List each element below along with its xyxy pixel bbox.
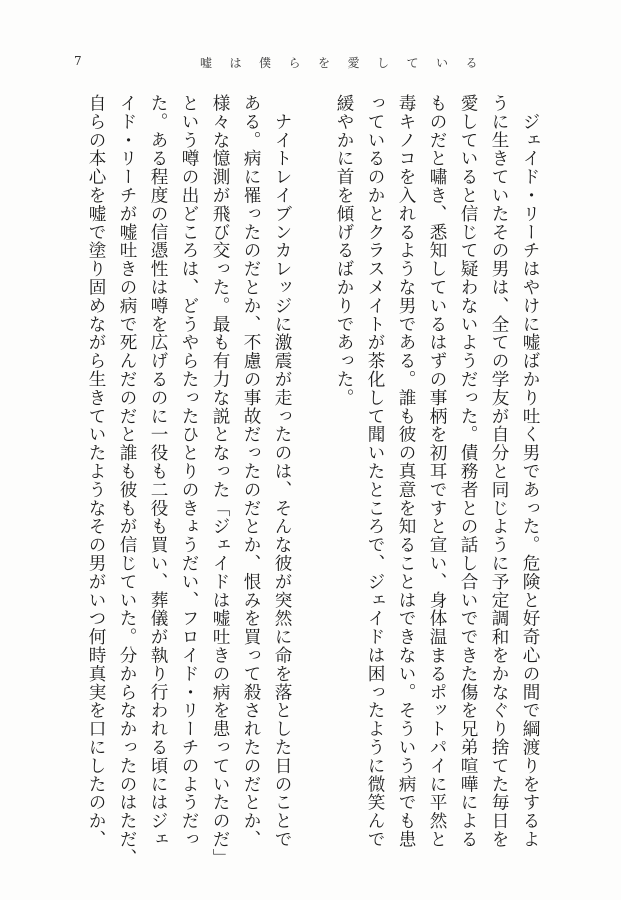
- text-line: 自らの本心を嘘で塗り固めながら生きていたようなその男がいつ何時真実を口にしたのか、: [86, 94, 106, 849]
- paragraph-break: [297, 94, 328, 814]
- text-line: 緩やかに首を傾げるばかりであった。: [334, 94, 354, 407]
- text-line: ナイトレイブンカレッジに激震が走ったのは、そんな彼が突然に命を落とした日のことで: [272, 94, 292, 849]
- text-line: イド・リーチが嘘吐きの病で死んだのだと誰も彼もが信じていた。分からなかったのはただ、: [117, 94, 137, 867]
- text-line: 愛していると信じて疑わないようだった。債務者との話し合いでできた傷を兄弟喧嘩による: [458, 94, 478, 849]
- text-line: うに生きていたその男は、全ての学友が自分と同じように予定調和をかなぐり捨てた毎日を: [489, 94, 509, 849]
- running-title: 嘘は僕らを愛している: [200, 56, 496, 70]
- body-text: [80, 94, 545, 867]
- text-line: 様々な憶測が飛び交った。最も有力な説となった「ジェイドは嘘吐きの病を患っていたのだ」: [210, 94, 230, 867]
- text-line: ものだと嘯き、悉知しているはずの事柄を初耳ですと宣い、身体温まるポットパイに平然と: [427, 94, 447, 849]
- text-line: という噂の出どころは、どうやらたったひとりのきょうだい、フロイド・リーチのようだっ: [179, 94, 199, 849]
- text-line: ある。病に罹ったのだとか、不慮の事故だったのだとか、恨みを買って殺されたのだとか、: [241, 94, 261, 849]
- page-number: 7: [74, 54, 82, 68]
- text-line: っているのかとクラスメイトが茶化して聞いたところで、ジェイドは困ったように微笑んで: [365, 94, 385, 849]
- text-line: ジェイド・リーチはやけに嘘ばかり吐く男であった。危険と好奇心の間で綱渡りをするよ: [520, 94, 540, 849]
- text-line: 毒キノコを入れるような男である。誰も彼の真意を知ることはできない。そういう病でも患: [396, 94, 416, 849]
- text-line: た。ある程度の信憑性は噂を広げるのに一役も二役も買い、葬儀が執り行われる頃にはジェ: [148, 94, 168, 849]
